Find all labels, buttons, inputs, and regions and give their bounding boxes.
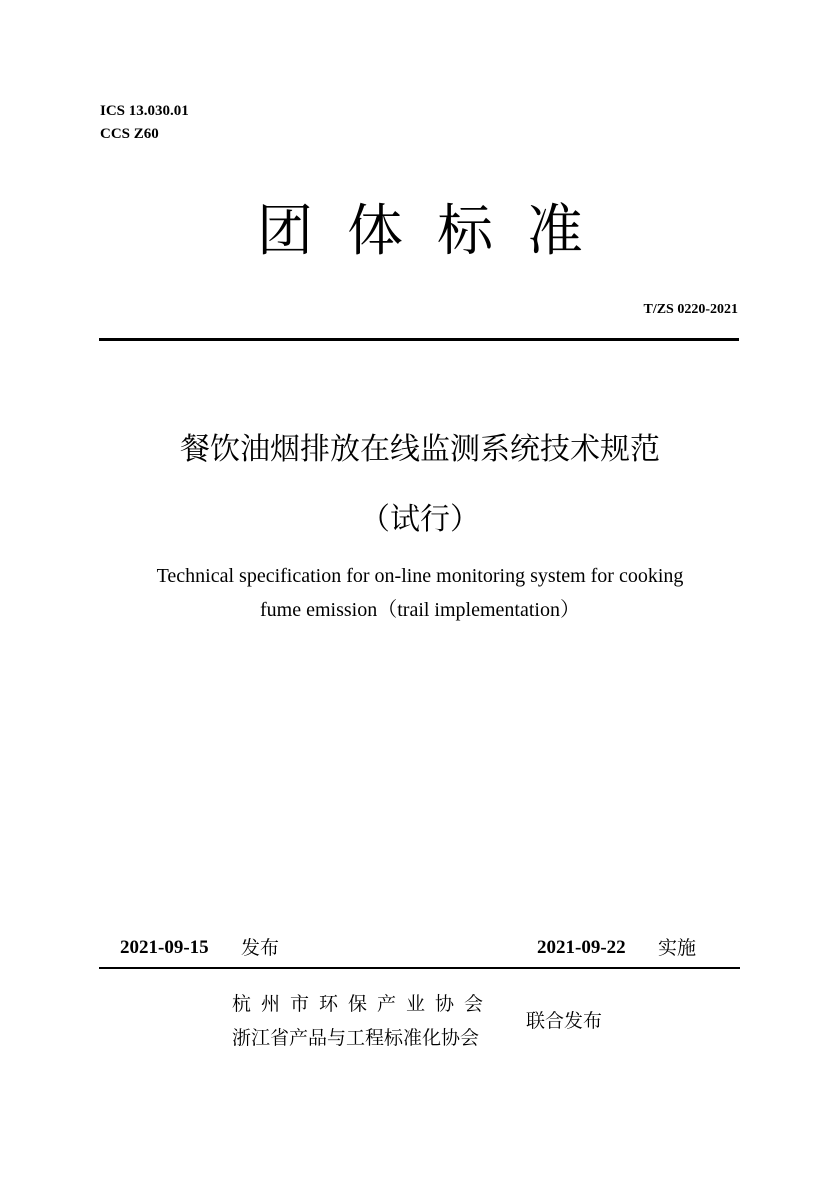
title-trial-note: （试行） [360,502,480,537]
effective-date: 2021-09-22 [537,937,626,958]
title-english-line-2: fume emission（trail implementation） [260,599,580,621]
ccs-code: CCS Z60 [100,126,159,142]
bottom-divider [99,967,740,969]
issuer-organization-1: 杭州市环保产业协会 [232,993,494,1015]
document-number: T/ZS 0220-2021 [643,302,738,317]
publish-label: 发布 [241,937,280,959]
joint-issue-label: 联合发布 [526,1010,603,1032]
publish-date: 2021-09-15 [120,937,209,958]
title-english-line-1: Technical specification for on-line monitoring system for cooking [156,565,684,587]
issuer-organization-2: 浙江省产品与工程标准化协会 [232,1027,480,1049]
top-divider [99,338,739,341]
title-chinese: 餐饮油烟排放在线监测系统技术规范 [180,432,660,467]
ics-code: ICS 13.030.01 [100,103,189,119]
effective-label: 实施 [658,937,697,959]
document-type-heading: 团体标准 [257,199,617,264]
